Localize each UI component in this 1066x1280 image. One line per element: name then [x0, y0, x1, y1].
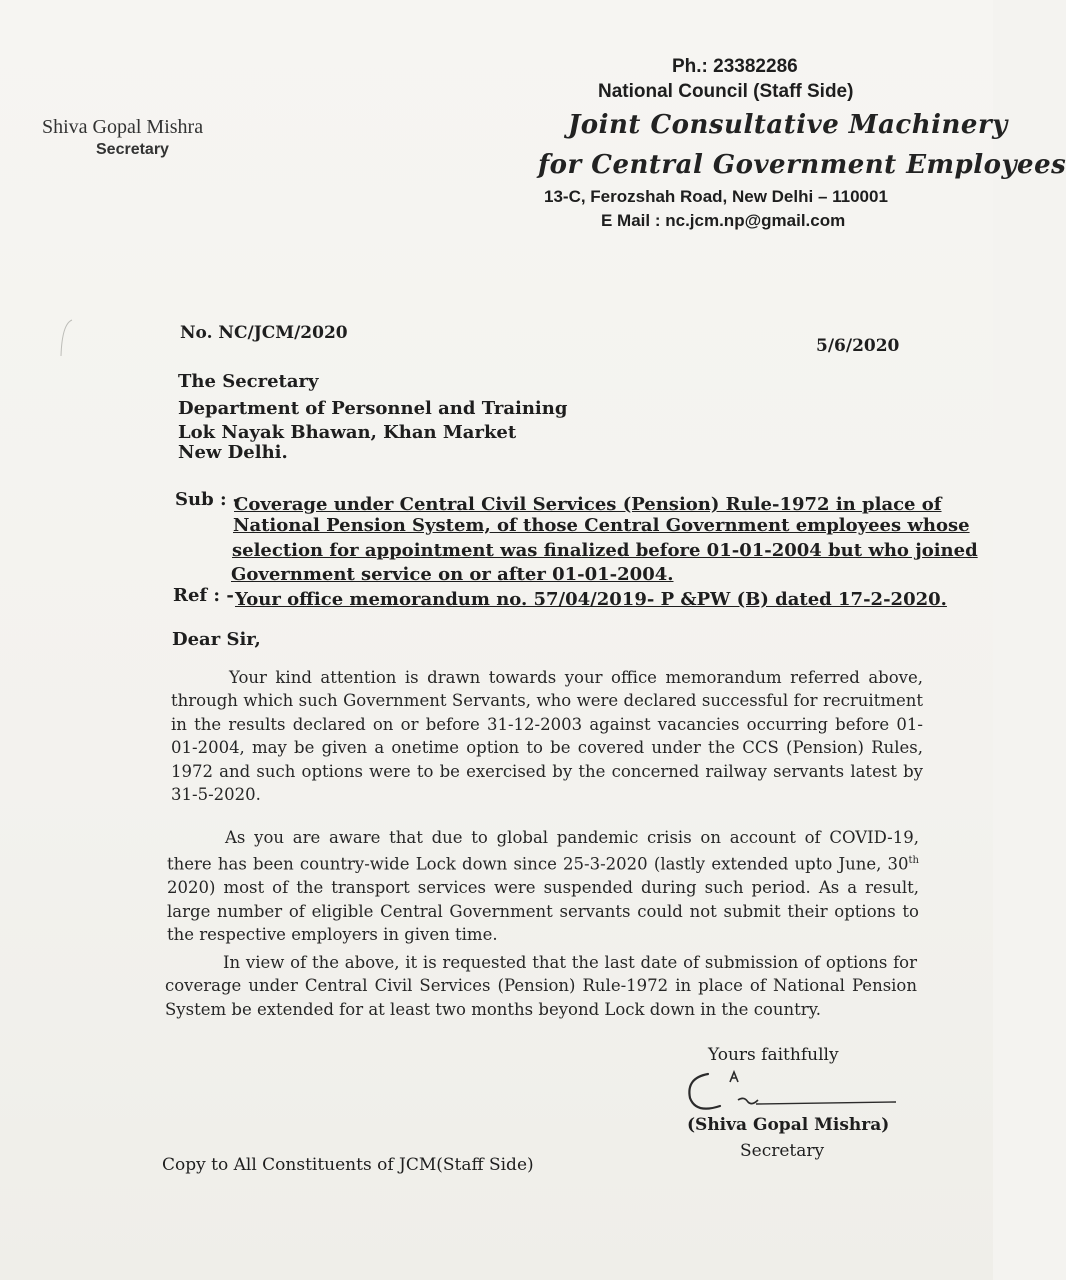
body-paragraph-2	[167, 826, 919, 947]
reference-label: Ref : -	[173, 585, 234, 606]
subject-line: Coverage under Central Civil Services (Pension) Rule-1972 in place of	[234, 494, 942, 515]
signatory-title: Secretary	[740, 1141, 825, 1161]
phone-number: Ph.: 23382286	[672, 56, 798, 77]
letter-number: No. NC/JCM/2020	[180, 323, 348, 343]
recipient-line: Lok Nayak Bhawan, Khan Market	[178, 422, 517, 443]
organization-script-line-2: for Central Government Employees	[538, 150, 1066, 180]
subject-line: National Pension System, of those Central Government employees whose	[233, 515, 970, 536]
letter-date: 5/6/2020	[816, 336, 900, 356]
sender-title: Secretary	[96, 141, 169, 158]
recipient-line: Department of Personnel and Training	[178, 398, 568, 419]
body-paragraph-1: Your kind attention is drawn towards your office memorandum referred above, through which such Government Servants, who were declared successful for recruitment in the results declared on or before 31-12-2003 against vacancies occurring before 01-01-2004, may be given a onetime option to be covered under the CCS (Pension) Rules, 1972 and such options were to be exercised by the concerned railway servants latest by 31-5-2020.	[171, 668, 923, 805]
signatory-name: (Shiva Gopal Mishra)	[687, 1115, 890, 1135]
ordinal-suffix: th	[908, 855, 919, 867]
organization-email: E Mail : nc.jcm.np@gmail.com	[601, 211, 846, 230]
subject-line: Government service on or after 01-01-2004.	[231, 564, 674, 585]
handwritten-signature	[680, 1060, 900, 1120]
organization-script-line-1: Joint Consultative Machinery	[568, 110, 1008, 140]
body-paragraph-2-part-b: 2020) most of the transport services were suspended during such period. As a result, large number of eligible Central Government servants could not submit their options to the respective employers in given time.	[167, 878, 919, 945]
sender-name: Shiva Gopal Mishra	[42, 116, 204, 138]
subject-line: selection for appointment was finalized before 01-01-2004 but who joined	[232, 540, 978, 561]
body-paragraph-2-part-a: As you are aware that due to global pandemic crisis on account of COVID-19, there has been country-wide Lock down since 25-3-2020 (lastly extended upto June, 30	[167, 828, 919, 874]
recipient-line: New Delhi.	[178, 442, 288, 463]
scan-mark-icon	[58, 318, 78, 358]
body-paragraph-3: In view of the above, it is requested that the last date of submission of options for coverage under Central Civil Services (Pension) Rule-1972 in place of National Pension System be extended for at least two months beyond Lock down in the country.	[165, 953, 917, 1019]
subject-label: Sub : -	[175, 489, 241, 510]
copy-to-note: Copy to All Constituents of JCM(Staff Side)	[162, 1155, 534, 1175]
salutation: Dear Sir,	[172, 629, 261, 650]
organization-name: National Council (Staff Side)	[598, 81, 854, 102]
recipient-line: The Secretary	[178, 371, 319, 392]
organization-address: 13-C, Ferozshah Road, New Delhi – 110001	[544, 187, 888, 206]
reference-text: Your office memorandum no. 57/04/2019- P &PW (B) dated 17-2-2020.	[235, 589, 947, 610]
valediction: Yours faithfully	[708, 1045, 839, 1065]
